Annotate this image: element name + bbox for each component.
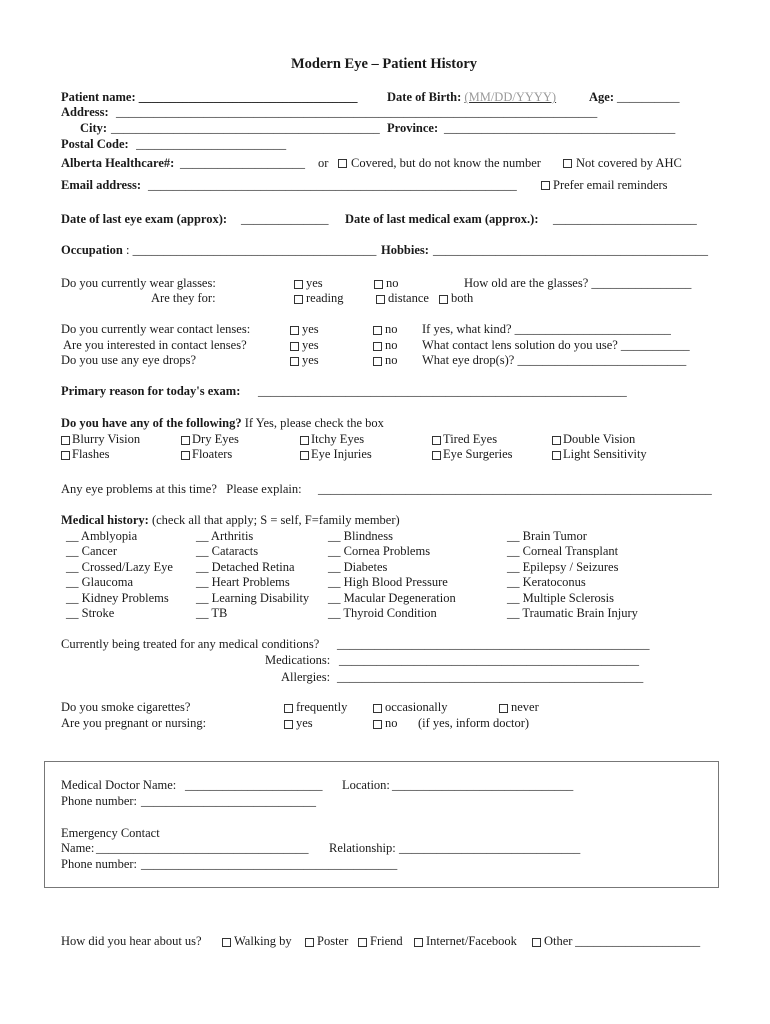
interested-yes-label: yes: [302, 338, 319, 352]
reading-checkbox[interactable]: [294, 295, 303, 304]
glasses-for-question: Are they for:: [151, 291, 216, 305]
interested-yes-checkbox[interactable]: [290, 342, 299, 351]
reason-field[interactable]: ___________________________________________________________: [258, 384, 627, 398]
light-sensitivity-label: Light Sensitivity: [563, 447, 647, 461]
smoke-frequently-checkbox[interactable]: [284, 704, 293, 713]
glasses-question: Do you currently wear glasses:: [61, 276, 216, 290]
walking-by-label: Walking by: [234, 934, 292, 948]
symptoms-heading: Do you have any of the following? If Yes, please check the box: [61, 416, 384, 430]
distance-checkbox[interactable]: [376, 295, 385, 304]
floaters-label: Floaters: [192, 447, 233, 461]
medical-item-amblyopia[interactable]: __ Amblyopia: [66, 529, 138, 543]
province-field[interactable]: _____________________________________: [444, 121, 676, 135]
doctor-location-label: Location:: [342, 778, 390, 792]
smoke-occasionally-label: occasionally: [385, 700, 448, 714]
address-field[interactable]: _____________________________________________________________________________: [116, 105, 598, 119]
patient-name-field[interactable]: Patient name: ___________________________________: [61, 90, 358, 104]
medical-item-heart[interactable]: __ Heart Problems: [196, 575, 290, 589]
occupation-field[interactable]: : _______________________________________: [126, 243, 377, 257]
emergency-name-field[interactable]: __________________________________: [96, 841, 309, 855]
covered-label: Covered, but do not know the number: [351, 156, 541, 170]
medical-item-glaucoma[interactable]: __ Glaucoma: [66, 575, 133, 589]
drops-no-checkbox[interactable]: [373, 357, 382, 366]
medical-item-corneal-transplant[interactable]: __ Corneal Transplant: [507, 544, 619, 558]
drops-no-label: no: [385, 353, 398, 367]
medications-label: Medications:: [265, 653, 334, 667]
smoke-question: Do you smoke cigarettes?: [61, 700, 191, 714]
current-treatment-label: Currently being treated for any medical conditions?: [61, 637, 323, 651]
medical-item-brain-tumor[interactable]: __ Brain Tumor: [507, 529, 587, 543]
address-label: Address:: [61, 105, 109, 119]
age-field[interactable]: __________: [617, 90, 680, 104]
emergency-phone-label: Phone number:: [61, 857, 138, 871]
email-field[interactable]: ___________________________________________________________: [148, 178, 517, 192]
occupation-label: Occupation: [61, 243, 123, 257]
medical-item-blindness[interactable]: __ Blindness: [328, 529, 393, 543]
medical-item-cornea[interactable]: __ Cornea Problems: [328, 544, 431, 558]
medical-item-crossed-eye[interactable]: __ Crossed/Lazy Eye: [66, 560, 173, 574]
medical-item-macular[interactable]: __ Macular Degeneration: [328, 591, 456, 605]
last-medical-exam-field[interactable]: _______________________: [553, 212, 697, 226]
eye-drops-field[interactable]: What eye drop(s)? ___________________________: [422, 353, 687, 367]
city-field[interactable]: ___________________________________________: [111, 121, 380, 135]
relationship-label: Relationship:: [329, 841, 396, 855]
interested-no-label: no: [385, 338, 398, 352]
contacts-interest-question: Are you interested in contact lenses?: [63, 338, 247, 352]
other-checkbox[interactable]: [532, 938, 541, 947]
both-label: both: [451, 291, 474, 305]
medical-item-tbi[interactable]: __ Traumatic Brain Injury: [507, 606, 638, 620]
medical-item-arthritis[interactable]: __ Arthritis: [196, 529, 254, 543]
emergency-name-label: Name:: [61, 841, 95, 855]
pregnant-question: Are you pregnant or nursing:: [61, 716, 207, 730]
smoke-never-checkbox[interactable]: [499, 704, 508, 713]
dry-eyes-checkbox[interactable]: [181, 436, 190, 445]
medical-item-learning[interactable]: __ Learning Disability: [196, 591, 310, 605]
last-eye-exam-label: Date of last eye exam (approx):: [61, 212, 231, 226]
last-eye-exam-field[interactable]: ______________: [241, 212, 329, 226]
medical-item-epilepsy[interactable]: __ Epilepsy / Seizures: [507, 560, 619, 574]
glasses-yes-label: yes: [306, 276, 323, 290]
contacts-yes-checkbox[interactable]: [290, 326, 299, 335]
age-label: Age:: [589, 90, 614, 104]
eye-surgeries-label: Eye Surgeries: [443, 447, 513, 461]
interested-no-checkbox[interactable]: [373, 342, 382, 351]
medical-item-ms[interactable]: __ Multiple Sclerosis: [507, 591, 614, 605]
tired-eyes-label: Tired Eyes: [443, 432, 498, 446]
drops-yes-label: yes: [302, 353, 319, 367]
contacts-yes-label: yes: [302, 322, 319, 336]
medical-item-tb[interactable]: __ TB: [196, 606, 228, 620]
flashes-checkbox[interactable]: [61, 451, 70, 460]
hobbies-label: Hobbies:: [381, 243, 433, 257]
eye-injuries-label: Eye Injuries: [311, 447, 372, 461]
internet-facebook-checkbox[interactable]: [414, 938, 423, 947]
glasses-no-checkbox[interactable]: [374, 280, 383, 289]
medical-item-thyroid[interactable]: __ Thyroid Condition: [328, 606, 437, 620]
blurry-vision-label: Blurry Vision: [72, 432, 141, 446]
medical-item-kidney[interactable]: __ Kidney Problems: [66, 591, 169, 605]
drops-yes-checkbox[interactable]: [290, 357, 299, 366]
healthcare-label: Alberta Healthcare#:: [61, 156, 175, 170]
medical-item-cancer[interactable]: __ Cancer: [66, 544, 118, 558]
date-of-birth-label: Date of Birth: (MM/DD/YYYY): [387, 90, 557, 104]
emergency-contact-heading: Emergency Contact: [61, 826, 160, 840]
distance-label: distance: [388, 291, 429, 305]
email-reminders-label: Prefer email reminders: [553, 178, 668, 192]
city-label: City:: [80, 121, 111, 135]
flashes-label: Flashes: [72, 447, 110, 461]
glasses-yes-checkbox[interactable]: [294, 280, 303, 289]
eye-problems-label: Any eye problems at this time? Please explain:: [61, 482, 305, 496]
pregnant-no-label: no: [385, 716, 398, 730]
walking-by-checkbox[interactable]: [222, 938, 231, 947]
eye-drops-question: Do you use any eye drops?: [61, 353, 197, 367]
medical-item-cataracts[interactable]: __ Cataracts: [196, 544, 259, 558]
poster-checkbox[interactable]: [305, 938, 314, 947]
medical-history-heading: Medical history: (check all that apply; S = self, F=family member): [61, 513, 400, 527]
contacts-solution-field[interactable]: What contact lens solution do you use? ___________: [422, 338, 690, 352]
allergies-label: Allergies:: [281, 670, 334, 684]
doctor-location-field[interactable]: _____________________________: [392, 778, 574, 792]
itchy-eyes-label: Itchy Eyes: [311, 432, 365, 446]
current-treatment-field[interactable]: __________________________________________________: [337, 637, 650, 651]
eye-problems-field[interactable]: _______________________________________________________________: [318, 482, 712, 496]
pregnant-note: (if yes, inform doctor): [418, 716, 530, 730]
emergency-phone-field[interactable]: _________________________________________: [141, 857, 398, 871]
eye-injuries-checkbox[interactable]: [300, 451, 309, 460]
other-field[interactable]: ____________________: [572, 934, 701, 948]
email-label: Email address:: [61, 178, 145, 192]
date-of-birth-field[interactable]: (MM/DD/YYYY): [464, 90, 557, 104]
both-checkbox[interactable]: [439, 295, 448, 304]
friend-label: Friend: [370, 934, 403, 948]
medical-item-stroke[interactable]: __ Stroke: [66, 606, 115, 620]
not-covered-label: Not covered by AHC: [576, 156, 682, 170]
eye-surgeries-checkbox[interactable]: [432, 451, 441, 460]
contacts-no-checkbox[interactable]: [373, 326, 382, 335]
last-medical-exam-label: Date of last medical exam (approx.):: [345, 212, 542, 226]
contacts-kind-field[interactable]: If yes, what kind? _________________________: [422, 322, 671, 336]
pregnant-no-checkbox[interactable]: [373, 720, 382, 729]
page-title: Modern Eye – Patient History: [291, 56, 478, 72]
contacts-no-label: no: [385, 322, 398, 336]
friend-checkbox[interactable]: [358, 938, 367, 947]
blurry-vision-checkbox[interactable]: [61, 436, 70, 445]
medical-item-diabetes[interactable]: __ Diabetes: [328, 560, 388, 574]
or-text: or: [318, 156, 329, 170]
tired-eyes-checkbox[interactable]: [432, 436, 441, 445]
doctor-phone-label: Phone number:: [61, 794, 138, 808]
medical-item-keratoconus[interactable]: __ Keratoconus: [507, 575, 586, 589]
smoke-never-label: never: [511, 700, 539, 714]
glasses-age-field[interactable]: How old are the glasses? ________________: [464, 276, 692, 290]
province-label: Province:: [387, 121, 442, 135]
doctor-name-field[interactable]: ______________________: [185, 778, 323, 792]
double-vision-checkbox[interactable]: [552, 436, 561, 445]
pregnant-yes-checkbox[interactable]: [284, 720, 293, 729]
poster-label: Poster: [317, 934, 349, 948]
light-sensitivity-checkbox[interactable]: [552, 451, 561, 460]
healthcare-field[interactable]: ____________________: [180, 156, 305, 170]
hobbies-field[interactable]: ____________________________________________: [433, 243, 708, 257]
not-covered-checkbox[interactable]: [563, 159, 572, 168]
itchy-eyes-checkbox[interactable]: [300, 436, 309, 445]
pregnant-yes-label: yes: [296, 716, 313, 730]
floaters-checkbox[interactable]: [181, 451, 190, 460]
reading-label: reading: [306, 291, 344, 305]
covered-checkbox[interactable]: [338, 159, 347, 168]
internet-facebook-label: Internet/Facebook: [426, 934, 517, 948]
double-vision-label: Double Vision: [563, 432, 636, 446]
postal-code-field[interactable]: ________________________: [133, 137, 287, 151]
referral-question: How did you hear about us?: [61, 934, 202, 948]
postal-code-label: Postal Code:: [61, 137, 129, 151]
medical-item-blood-pressure[interactable]: __ High Blood Pressure: [328, 575, 448, 589]
doctor-name-label: Medical Doctor Name:: [61, 778, 177, 792]
relationship-field[interactable]: _____________________________: [399, 841, 581, 855]
email-reminders-checkbox[interactable]: [541, 181, 550, 190]
dry-eyes-label: Dry Eyes: [192, 432, 239, 446]
glasses-no-label: no: [386, 276, 399, 290]
other-label: Other: [544, 934, 573, 948]
medications-field[interactable]: ________________________________________________: [339, 653, 639, 667]
reason-label: Primary reason for today's exam:: [61, 384, 244, 398]
doctor-phone-field[interactable]: ____________________________: [141, 794, 316, 808]
smoke-frequently-label: frequently: [296, 700, 348, 714]
medical-item-detached-retina[interactable]: __ Detached Retina: [196, 560, 295, 574]
contacts-question: Do you currently wear contact lenses:: [61, 322, 251, 336]
allergies-field[interactable]: _________________________________________________: [337, 670, 644, 684]
smoke-occasionally-checkbox[interactable]: [373, 704, 382, 713]
